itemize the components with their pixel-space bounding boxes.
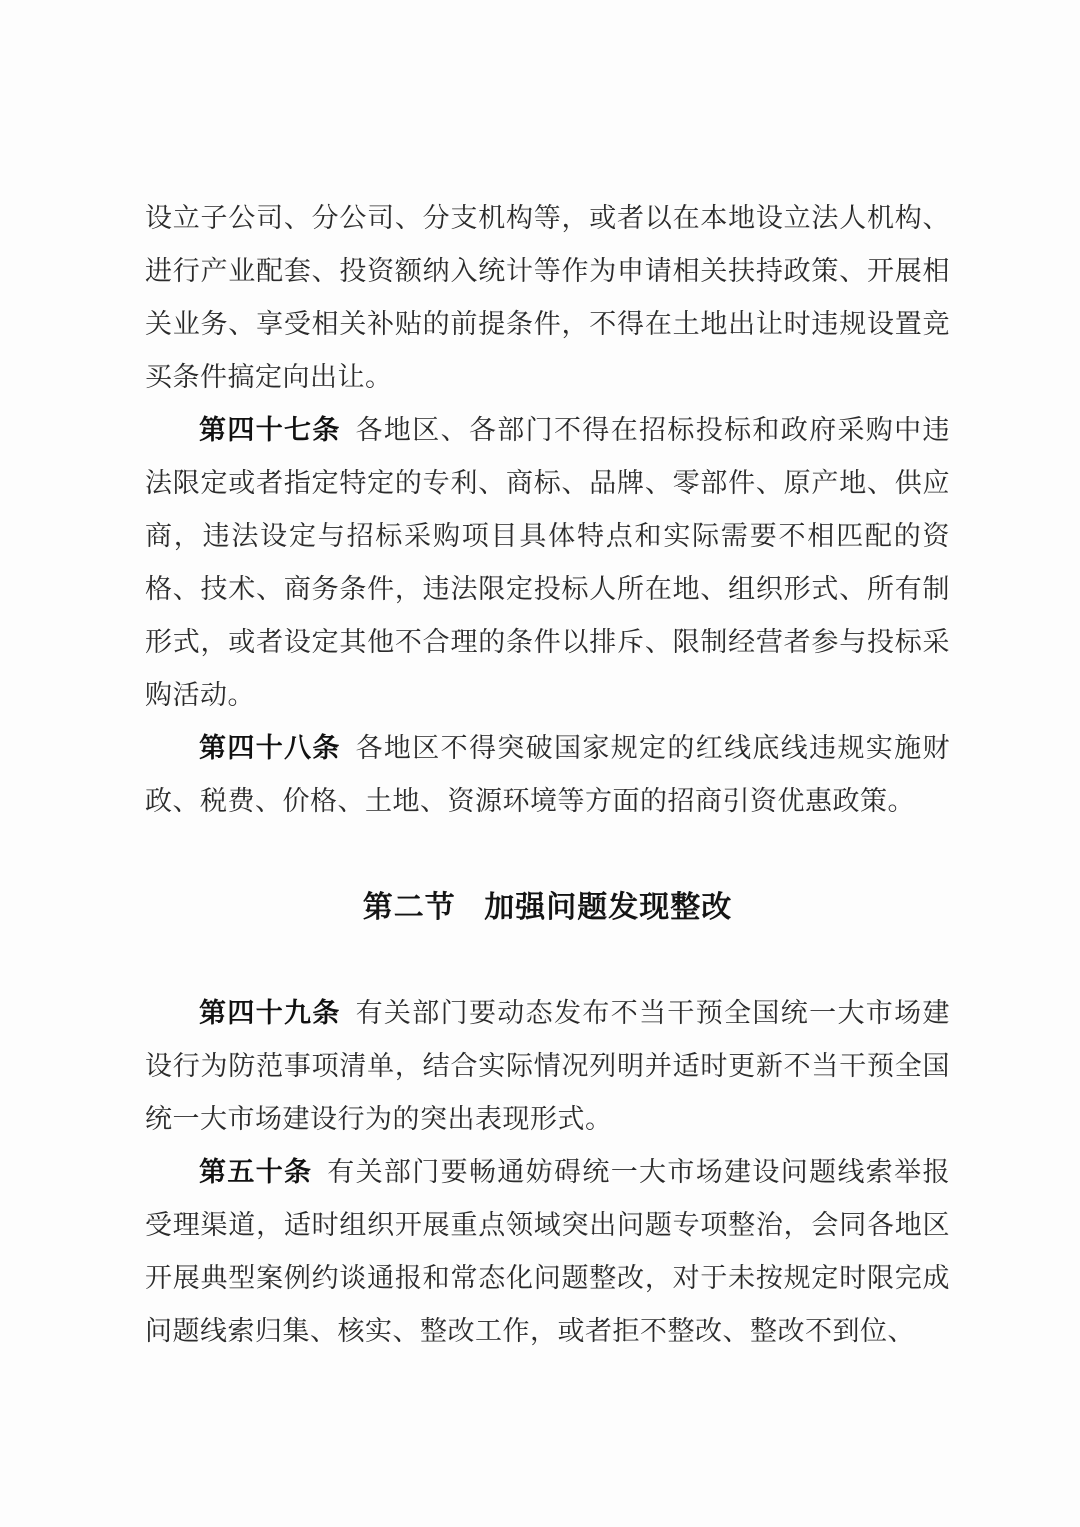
article-47-paragraph — [145, 404, 950, 722]
article-50-number: 第五十条 — [199, 1157, 313, 1188]
article-50-text: 有关部门要畅通妨碍统一大市场建设问题线索举报受理渠道，适时组织开展重点领域突出问题专项整治，会同各地区开展典型案例约谈通报和常态化问题整改，对于未按规定时限完成问题线索归集、核实、整改工作，或者拒不整改、整改不到位、 — [145, 1157, 951, 1347]
article-49-text: 有关部门要动态发布不当干预全国统一大市场建设行为防范事项清单，结合实际情况列明并适时更新不当干预全国统一大市场建设行为的突出表现形式。 — [145, 998, 951, 1135]
article-49-paragraph — [145, 987, 950, 1146]
continuation-paragraph: 设立子公司、分公司、分支机构等，或者以在本地设立法人机构、进行产业配套、投资额纳入统计等作为申请相关扶持政策、开展相关业务、享受相关补贴的前提条件，不得在土地出让时违规设置竞买条件搞定向出让。 — [145, 203, 950, 393]
article-48-number: 第四十八条 — [199, 733, 341, 764]
article-47-number: 第四十七条 — [199, 415, 341, 446]
article-49-number: 第四十九条 — [199, 998, 341, 1029]
article-47-text: 各地区、各部门不得在招标投标和政府采购中违法限定或者指定特定的专利、商标、品牌、零部件、原产地、供应商，违法设定与招标采购项目具体特点和实际需要不相匹配的资格、技术、商务条件，违法限定投标人所在地、组织形式、所有制形式，或者设定其他不合理的条件以排斥、限制经营者参与投标采购活动。 — [145, 415, 951, 711]
article-48-paragraph — [145, 722, 950, 828]
article-48-text: 各地区不得突破国家规定的红线底线违规实施财政、税费、价格、土地、资源环境等方面的招商引资优惠政策。 — [145, 733, 951, 817]
section-heading-title: 加强问题发现整改 — [484, 890, 733, 925]
section-heading — [145, 881, 950, 934]
article-50-paragraph — [145, 1146, 950, 1358]
section-heading-number: 第二节 — [362, 890, 456, 925]
